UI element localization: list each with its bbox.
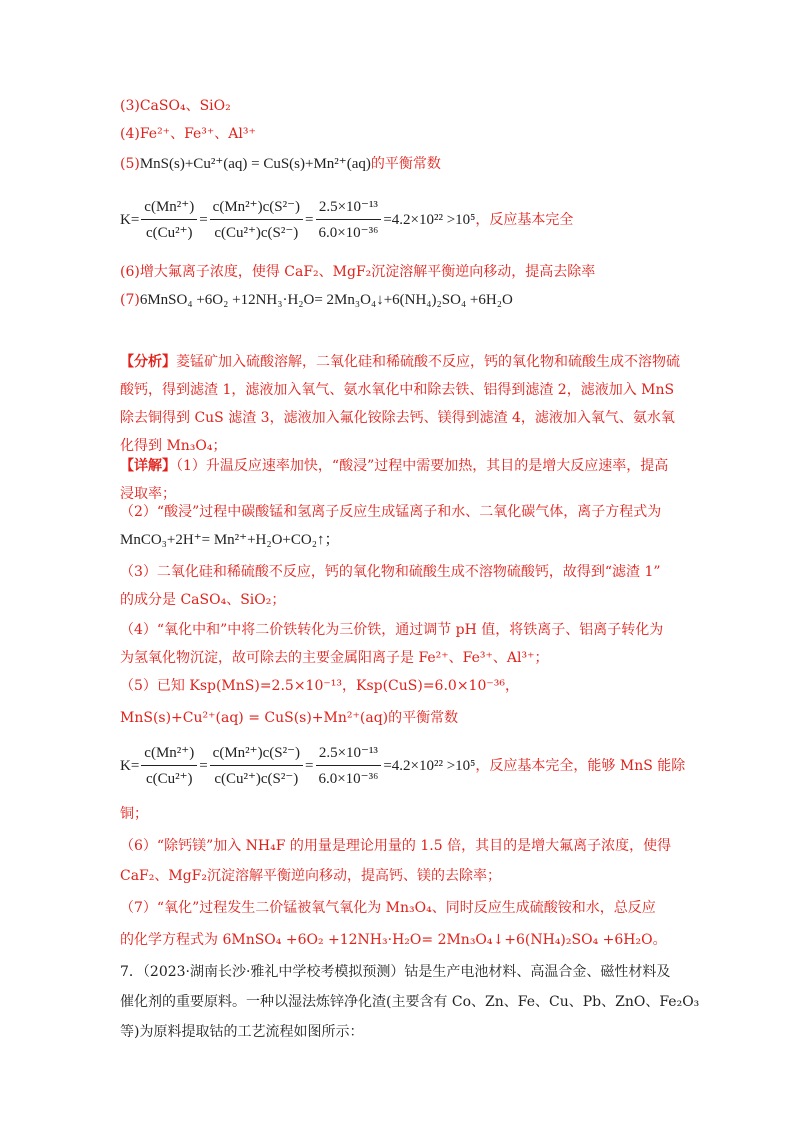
question-7-line-3: 等)为原料提取钴的工艺流程如图所示： (120, 1024, 364, 1040)
k-fraction-3-denominator: 6.0×10⁻³⁶ (318, 225, 379, 241)
detail-p6b: CaF₂、MgF₂沉淀溶解平衡逆向移动，提高钙、镁的去除率； (120, 868, 502, 884)
answer-5-suffix: 的平衡常数 (370, 156, 441, 172)
k-expression (120, 197, 475, 243)
answer-4: (4)Fe²⁺、Fe³⁺、Al³⁺ (120, 126, 256, 142)
k-fraction-2-denominator: c(Cu²⁺)c(S²⁻) (214, 225, 299, 241)
detail-p5-comment: ，反应基本完全，能够 MnS 能除 (475, 758, 686, 774)
k-fraction-3 (315, 197, 381, 243)
k-result: =4.2×10²² >10⁵ (383, 212, 476, 228)
answer-5-line (120, 154, 700, 174)
equals-sign: = (199, 212, 208, 228)
equals-sign: = (304, 758, 314, 774)
answer-5-k-expression (120, 192, 700, 248)
detail-p2a: （2）“酸浸”过程中碳酸锰和氢离子反应生成锰离子和水、二氧化碳气体，离子方程式为 (120, 504, 662, 520)
detail-p5b: MnS(s)+Cu²⁺(aq) = CuS(s)+Mn²⁺(aq)的平衡常数 (120, 710, 459, 726)
k-fraction-3-numerator: 2.5×10⁻¹³ (316, 197, 381, 220)
k-fraction-3 (315, 743, 381, 789)
answer-7-line (120, 290, 700, 310)
k-fraction-3-numerator: 2.5×10⁻¹³ (316, 743, 381, 766)
equals-sign: = (199, 758, 208, 774)
k-fraction-2-numerator: c(Mn²⁺)c(S²⁻) (210, 743, 303, 766)
k-fraction-1-denominator: c(Cu²⁺) (145, 771, 193, 787)
analysis-label: 【分析】 (120, 354, 176, 370)
detail-p3b: 的成分是 CaSO₄、SiO₂； (120, 592, 286, 608)
detail-p5a: （5）已知 Ksp(MnS)=2.5×10⁻¹³，Ksp(CuS)=6.0×10⁻³⁶， (120, 678, 519, 694)
k-lhs: K= (120, 758, 140, 774)
detail-p7b: 的化学方程式为 6MnSO₄ +6O₂ +12NH₃·H₂O= 2Mn₃O₄↓+6(NH₄)₂SO₄ +6H₂O。 (120, 932, 667, 948)
analysis-text: 菱锰矿加入硫酸溶解，二氧化硅和稀硫酸不反应，钙的氧化物和硫酸生成不溶物硫酸钙，得到滤渣 1，滤液加入氧气、氨水氧化中和除去铁、铝得到滤渣 2，滤液加入 MnS 除去铜得到 CuS 滤渣 3，滤液加入氟化铵除去钙、镁得到滤渣 4，滤液加入氧气、氨水氧化得到 Mn₃O₄； (120, 354, 680, 454)
detail-p4a: （4）“氧化中和”中将二价铁转化为三价铁，通过调节 pH 值，将铁离子、铝离子转化为 (120, 622, 664, 638)
answer-5-equation: MnS(s)+Cu²⁺(aq) = CuS(s)+Mn²⁺(aq) (139, 156, 371, 172)
k-fraction-1 (141, 743, 197, 789)
k-fraction-1 (141, 197, 197, 243)
k-result: =4.2×10²² >10⁵ (383, 758, 476, 774)
detail-p5c: 铜； (120, 806, 148, 822)
detail-p4b: 为氢氧化物沉淀，故可除去的主要金属阳离子是 Fe²⁺、Fe³⁺、Al³⁺； (120, 650, 549, 666)
k-fraction-2 (210, 743, 303, 789)
detail-p7a: （7）“氧化”过程发生二价锰被氧气氧化为 Mn₃O₄、同时反应生成硫酸铵和水，总反应 (120, 900, 656, 916)
answer-3: (3)CaSO₄、SiO₂ (120, 98, 231, 114)
detail-paragraph-1 (120, 452, 680, 508)
k-lhs: K= (120, 212, 140, 228)
k-expression-repeat (120, 743, 475, 789)
answer-6: (6)增大氟离子浓度，使得 CaF₂、MgF₂沉淀溶解平衡逆向移动，提高去除率 (120, 264, 596, 280)
detail-p1: （1）升温反应速率加快，“酸浸”过程中需要加热，其目的是增大反应速率，提高浸取率； (120, 458, 669, 502)
k-fraction-1-denominator: c(Cu²⁺) (145, 225, 193, 241)
detail-k-expression (120, 738, 700, 794)
k-fraction-1-numerator: c(Mn²⁺) (141, 197, 197, 220)
detail-p2b: MnCO₃+2H⁺= Mn²⁺+H₂O+CO₂↑； (120, 532, 340, 548)
question-7-line-2: 催化剂的重要原料。一种以湿法炼锌净化渣(主要含有 Co、Zn、Fe、Cu、Pb、ZnO、Fe₂O₃ (120, 994, 700, 1010)
k-fraction-2 (210, 197, 303, 243)
answer-5-prefix: (5) (120, 156, 140, 172)
k-fraction-3-denominator: 6.0×10⁻³⁶ (318, 771, 379, 787)
k-fraction-2-denominator: c(Cu²⁺)c(S²⁻) (214, 771, 299, 787)
answer-7-equation: 6MnSO₄ +6O₂ +12NH₃·H₂O= 2Mn₃O₄↓+6(NH₄)₂SO₄ +6H₂O (139, 292, 513, 308)
question-7-line-1: 7．（2023·湖南长沙·雅礼中学校考模拟预测）钴是生产电池材料、高温合金、磁性材料及 (120, 964, 671, 980)
k-fraction-1-numerator: c(Mn²⁺) (141, 743, 197, 766)
equals-sign: = (304, 212, 314, 228)
answer-7-prefix: (7) (120, 292, 140, 308)
detail-label: 【详解】 (120, 458, 176, 474)
k-fraction-2-numerator: c(Mn²⁺)c(S²⁻) (210, 197, 303, 220)
detail-p6a: （6）“除钙镁”加入 NH₄F 的用量是理论用量的 1.5 倍，其目的是增大氟离子浓度，使得 (120, 838, 672, 854)
detail-p3a: （3）二氧化硅和稀硫酸不反应，钙的氧化物和硫酸生成不溶物硫酸钙，故得到“滤渣 1” (120, 564, 661, 580)
analysis-paragraph (120, 348, 680, 460)
k-comment: ，反应基本完全 (475, 212, 574, 228)
